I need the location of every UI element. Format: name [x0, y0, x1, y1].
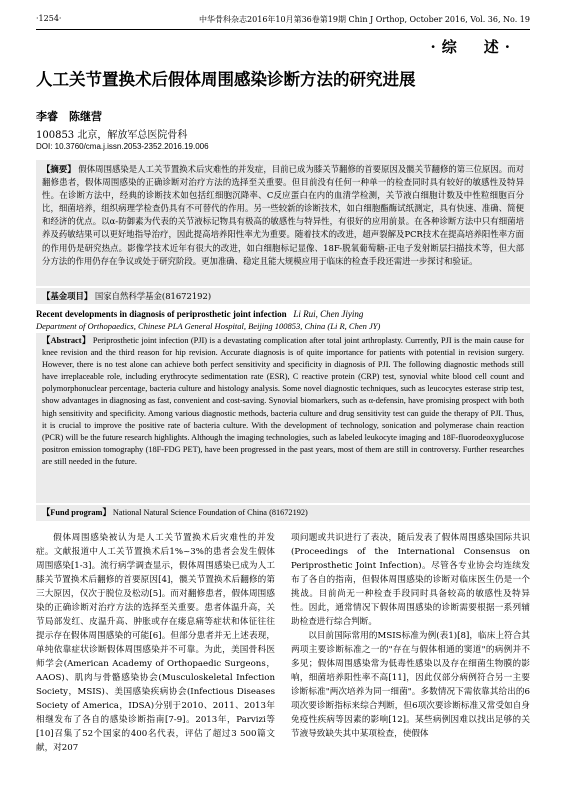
- page-number: ·1254·: [36, 14, 62, 23]
- fund-cn-label: 【基金项目】: [42, 291, 93, 301]
- abstract-en-label: 【Abstract】: [42, 336, 91, 345]
- journal-line: 中华骨科杂志2016年10月第36卷第19期 Chin J Orthop, October 2016, Vol. 36, No. 19: [199, 15, 530, 24]
- abstract-cn: [36, 160, 530, 286]
- fund-cn-text: 国家自然科学基金(81672192): [94, 291, 212, 301]
- article-title: 人工关节置换术后假体周围感染诊断方法的研究进展: [36, 70, 416, 89]
- body-paragraph: 假体周围感染被认为是人工关节置换术后灾难性的并发症。文献报道中人工关节置换术后1%~3%的患者会发生假体周围感染[1-3]。流行病学调查显示，假体周围感染已成为人工膝关节置换术后翻修的首要原因[4]，髋关节置换术后翻修的第三大原因，仅次于脱位及松动[5]。而对翻修患者，假体周围感染的正确诊断对治疗方法的选择至关重要。患者体温升高，关节局部发红、皮温升高、肿胀或存在瘘息痛等症状和体征往往提示存在假体周围感染的可能[6]。但部分患者并无上述表现，单纯依靠症状诊断假体周围感染并不可靠。为此，美国骨科医师学会(American Academy of Orthopaedic Surgeons，AAOS)、肌肉与骨骼感染协会(Musculoskeletal Infection Society，MSIS)、美国感染疾病协会(Infectious Diseases Society of America，IDSA)分别于2010、2011、2013年相继发布了各自的感染诊断指南[7-9]。2013年，Parvizi等[10]召集了52个国家的400名代表，评估了超过3 500篇文献，对207: [36, 533, 275, 753]
- english-affiliation: Department of Orthopaedics, Chinese PLA General Hospital, Beijing 100853, China (Li R, Chen JY): [36, 321, 381, 331]
- affiliation: 100853 北京，解放军总医院骨科: [36, 130, 188, 141]
- section-label: ·综 述·: [430, 38, 516, 56]
- abstract-en-text: Periprosthetic joint infection (PJI) is a devastating complication after total joint arthroplasty. Currently, PJI is the main cause for knee revision and the third reason for hip revision. Accurate diagnosis is of quite importance for patients with potential in revision surgery. However, there is no test alone can achieve both perfect sensitivity and specificity in diagnosis of PJI. The following diagnostic methods still have irreplaceable role, including erythrocyte sedimentation rate (ESR), C reactive protein (CRP) test, synovial white blood cell count and polymorphonuclear percentage, bacteria culture and histology analysis. Some novel diagnostic techniques, such as leucocytes esterase strip test, show advantages in diagnosing as fast, convenient and cost-saving. Synovial biomarkers, such as α-defensin, have promising prospect with both high sensitivity and specificity. Among various diagnostic methods, bacteria culture and drug sensitivity test can guide the therapy of PJI. Thus, it is crucial to improve the positive rate of bacteria culture. With the development of technology, sonication and polymerase chain reaction (PCR) will be the future research highlights. Although the imaging technologies, such as labeled leukocyte imaging and 18F-fluorodeoxyglucose positron emission tomography (18F-FDG PET), have been progressed in the past years, most of them are still in controversy. Further researches are still needed in the future.: [42, 336, 525, 466]
- authors: 李睿 陈继营: [36, 110, 102, 123]
- english-title: Recent developments in diagnosis of periprosthetic joint infection: [36, 309, 287, 319]
- english-authors: Li Rui, Chen Jiying: [293, 309, 364, 319]
- english-heading: [36, 308, 530, 332]
- fund-en-text: National Natural Science Foundation of China (81672192): [112, 508, 308, 517]
- fund-cn: [36, 288, 530, 304]
- running-header: [36, 14, 530, 28]
- doi: DOI: 10.3760/cma.j.issn.2053-2352.2016.19.006: [36, 142, 209, 151]
- abstract-cn-label: 【摘要】: [42, 164, 76, 174]
- body-column-right: [291, 531, 530, 741]
- body-column-left: [36, 531, 275, 755]
- abstract-cn-text: 假体周围感染是人工关节置换术后灾难性的并发症，目前已成为膝关节翻修的首要原因及髋关节翻修的第三位原因。而对翻修患者，假体周围感染的正确诊断对治疗方法的选择至关重要。但目前没有任何一种单一的检查同时具有较好的敏感性及特异性。在诊断方法中，经典的诊断技术如包括红细胞沉降率、C反应蛋白在内的血清学检测，关节液白细胞计数及中性粒细胞百分比，细菌培养，组织病理学检查仍具有不可替代的作用。另一些较新的诊断技术，如白细胞酯酶试纸测定，具有快速、准确、简便和经济的优点。以α-防御素为代表的关节液标记物具有极高的敏感性与特异性，有很好的应用前景。在各种诊断方法中只有细菌培养及药敏结果可以更好地指导治疗，因此提高培养阳性率尤为重要。随着技术的改进，超声裂解及PCR技术在提高培养阳性率方面的作用仍是研究热点。影像学技术近年有很大的改进，如白细胞标记显像、18F-脱氧葡萄糖-正电子发射断层扫描技术等，但大部分方法的作用仍存在争议或处于研究阶段。更加准确、稳定且能大规模应用于临床的检查手段还需进一步探讨和验证。: [42, 164, 524, 266]
- body-paragraph: 以目前国际常用的MSIS标准为例(表1)[8]，临床上符合其两项主要诊断标准之一的"存在与假体相通的窦道"的病例并不多见；假体周围感染常为低毒性感染以及存在细菌生物膜的影响，细菌培养阳性率不高[11]，因此仅部分病例符合另一主要诊断标准"两次培养为同一细菌"。多数情况下需依靠其给出的6项次要诊断指标来综合判断，但6项次要诊断标准又常受如自身免疫性疾病等因素的影响[12]。某些病例因难以找出足够的关节液导致缺失其中某项检查，使假体: [291, 631, 530, 739]
- header-rule: [36, 29, 530, 30]
- fund-en-label: 【Fund program】: [42, 508, 111, 517]
- abstract-en: [36, 333, 530, 503]
- fund-en: [36, 505, 530, 521]
- body-paragraph: 项问题或共识进行了表决，随后发表了假体周围感染国际共识(Proceedings of the International Consensus on Periprosthetic Joint Infection)。尽管各专业协会均连续发布了各自的指南，但假体周围感染的诊断对临床医生仍是一个挑战。目前尚无一种检查手段同时具备较高的敏感性及特异性。因此，通常情况下假体周围感染的诊断需要根据一系列辅助检查进行综合判断。: [291, 533, 530, 627]
